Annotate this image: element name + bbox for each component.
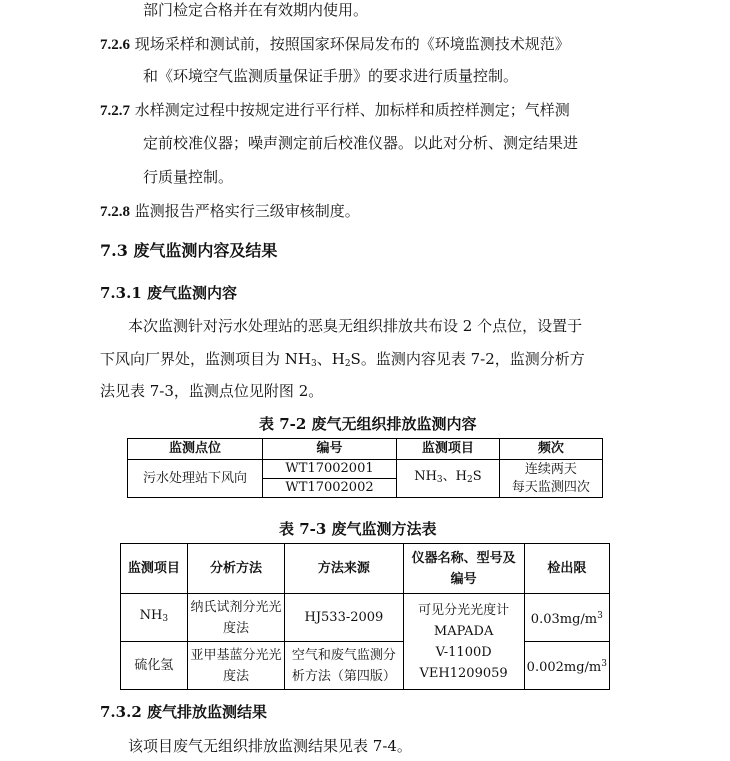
clause-text: 现场采样和测试前，按照国家环保局发布的《环境监测技术规范》 <box>134 35 570 53</box>
column-header: 监测项目 <box>121 544 188 594</box>
text: MAPADA <box>433 623 494 639</box>
paragraph-line: 本次监测针对污水处理站的恶臭无组织排放共布设 2 个点位，设置于 <box>128 317 583 335</box>
text: 纳氏试剂分光光 <box>190 599 282 615</box>
text: 0.03mg/m <box>530 611 598 627</box>
text: 0.002mg/m <box>526 659 602 675</box>
method-cell <box>187 642 285 690</box>
column-header: 检出限 <box>524 544 609 594</box>
subscript: 2 <box>466 475 473 485</box>
table-header-row <box>128 439 603 460</box>
source-cell <box>285 642 403 690</box>
item-cell: 硫化氢 <box>121 642 188 690</box>
clause-7-2-6-cont: 和《环境空气监测质量保证手册》的要求进行质量控制。 <box>143 67 519 85</box>
code-cell: WT17002001 <box>262 460 396 479</box>
source-cell: HJ533-2009 <box>285 594 403 642</box>
table-header-row <box>121 544 610 594</box>
text: 每天监测四次 <box>511 479 590 495</box>
text: VEH1209059 <box>419 665 508 681</box>
limit-cell <box>524 594 609 642</box>
clause-7-2-8 <box>100 201 360 222</box>
clause-7-2-6 <box>100 34 570 55</box>
column-header: 监测点位 <box>128 439 263 460</box>
limit-cell <box>524 642 609 690</box>
text: 下风向厂界处，监测项目为 NH <box>100 350 311 368</box>
clause-text: 水样测定过程中按规定进行平行样、加标样和质控样测定；气样测 <box>134 101 570 119</box>
text: 度法 <box>222 620 249 636</box>
section-heading-7-3: 7.3 废气监测内容及结果 <box>100 241 278 260</box>
text: 、H <box>442 469 467 484</box>
item-cell <box>397 460 500 498</box>
superscript: 3 <box>597 610 603 621</box>
superscript: 3 <box>601 658 607 669</box>
text: 度法 <box>222 668 249 684</box>
text: 连续两天 <box>524 461 577 477</box>
text: 析方法（第四版） <box>291 668 396 684</box>
subscript: 2 <box>344 359 351 369</box>
clause-7-2-7-cont: 行质量控制。 <box>143 168 234 186</box>
table-7-2 <box>127 438 603 498</box>
clause-number: 7.2.8 <box>100 204 130 220</box>
table-7-3 <box>120 543 610 690</box>
text: S <box>472 469 482 484</box>
clause-number: 7.2.7 <box>100 103 130 119</box>
paragraph-line: 该项目废气无组织排放监测结果见表 7-4。 <box>128 737 412 755</box>
text: 仪器名称、型号及 <box>411 550 516 566</box>
subscript: 3 <box>162 614 169 624</box>
clause-7-2-7 <box>100 100 570 121</box>
section-heading-7-3-1: 7.3.1 废气监测内容 <box>100 284 237 302</box>
text: S。监测内容见表 7-2，监测分析方 <box>350 350 585 368</box>
text: 可见分光光度计 <box>418 602 510 618</box>
item-cell <box>121 594 188 642</box>
subscript: 3 <box>310 359 317 369</box>
instrument-cell <box>403 594 524 690</box>
column-header: 方法来源 <box>285 544 403 594</box>
table-row <box>121 594 610 642</box>
table-7-2-caption: 表 7-2 废气无组织排放监测内容 <box>259 415 477 433</box>
column-header: 编号 <box>262 439 396 460</box>
paragraph-line: 部门检定合格并在有效期内使用。 <box>143 1 369 19</box>
column-header: 频次 <box>499 439 602 460</box>
clause-text: 监测报告严格实行三级审核制度。 <box>134 202 360 220</box>
section-heading-7-3-2: 7.3.2 废气排放监测结果 <box>100 703 267 721</box>
text: NH <box>139 608 163 623</box>
clause-7-2-7-cont: 定前校准仪器；噪声测定前后校准仪器。以此对分析、测定结果进 <box>143 134 579 152</box>
clause-number: 7.2.6 <box>100 37 130 53</box>
text: 编号 <box>450 571 477 587</box>
paragraph-line <box>100 349 585 374</box>
column-header: 分析方法 <box>187 544 285 594</box>
text: 空气和废气监测分 <box>291 647 396 663</box>
method-cell <box>187 594 285 642</box>
text: 、H <box>316 350 345 368</box>
column-header <box>403 544 524 594</box>
table-row <box>128 460 603 479</box>
subscript: 3 <box>436 475 443 485</box>
table-row <box>121 642 610 690</box>
site-cell: 污水处理站下风向 <box>128 460 263 498</box>
text: NH <box>414 469 437 484</box>
table-7-3-caption: 表 7-3 废气监测方法表 <box>279 520 437 538</box>
code-cell: WT17002002 <box>262 479 396 498</box>
frequency-cell <box>499 460 602 498</box>
text: V-1100D <box>435 644 492 660</box>
paragraph-line: 法见表 7-3，监测点位见附图 2。 <box>100 382 324 400</box>
text: 亚甲基蓝分光光 <box>190 647 282 663</box>
column-header: 监测项目 <box>397 439 500 460</box>
